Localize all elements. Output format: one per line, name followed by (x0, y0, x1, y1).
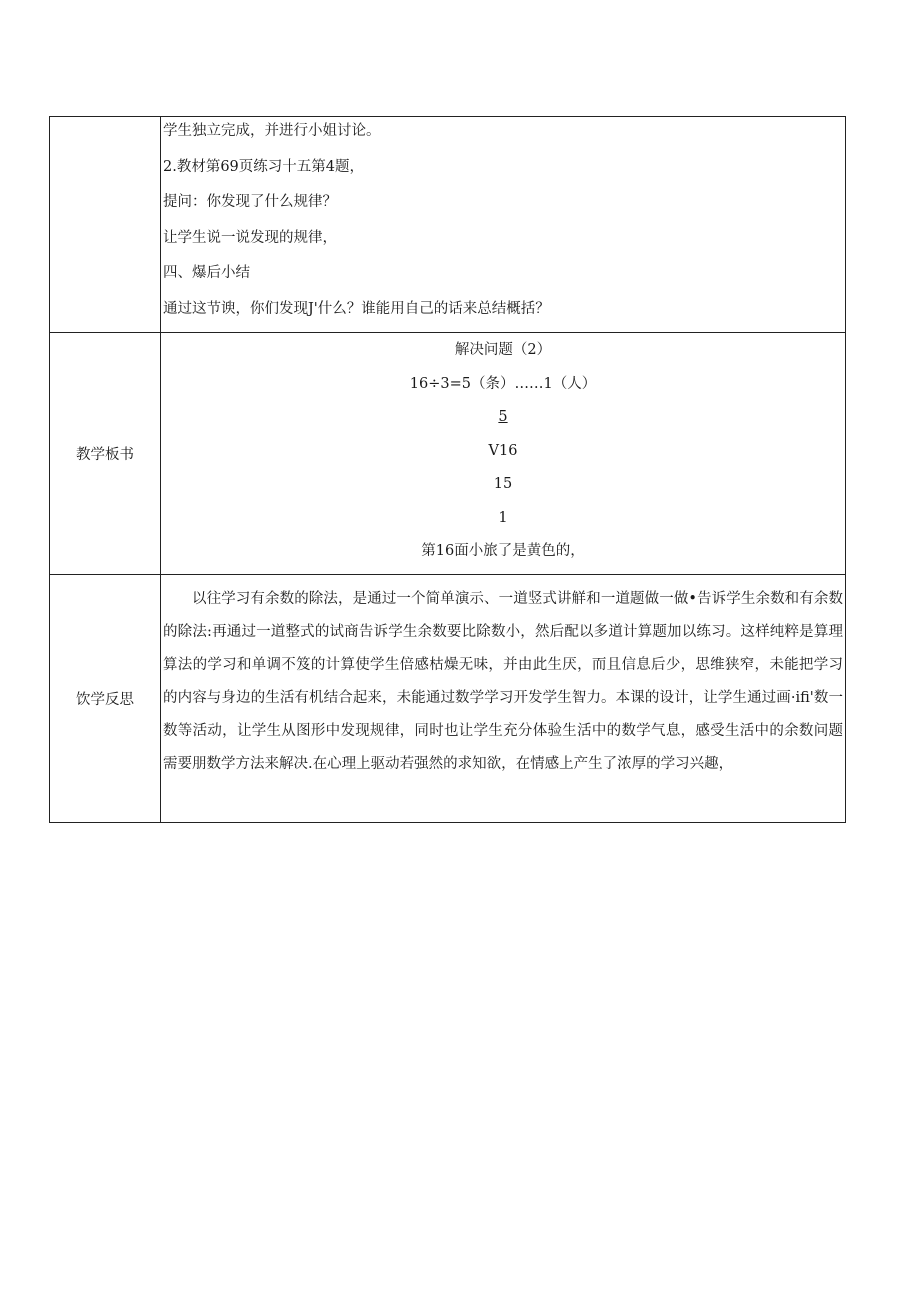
process-line: 提问：你发现了什么规律？ (163, 194, 337, 210)
board-title: 解决问题（2） (454, 342, 552, 358)
process-line: 2.教材第69页练习十五第4题， (163, 158, 365, 175)
process-label-cell (50, 117, 161, 333)
board-label: 教学板书 (50, 333, 161, 575)
board-row (50, 333, 846, 575)
board-quotient: 5 (498, 409, 508, 425)
reflection-row (50, 574, 846, 822)
board-divisor-line: V16 (488, 442, 518, 459)
board-conclusion: 第16面小旅了是黄色的， (421, 543, 585, 559)
process-line: 四、爆后小结 (163, 265, 250, 281)
process-content-cell (161, 117, 846, 333)
process-row (50, 117, 846, 333)
lesson-plan-table (49, 116, 846, 823)
board-product: 15 (493, 476, 513, 492)
reflection-label: 饮学反思 (50, 574, 161, 822)
process-line: 让学生说一说发现的规律， (163, 229, 337, 246)
reflection-content-cell (161, 574, 846, 822)
board-equation: 16÷3=5（条）……1（人） (409, 375, 597, 392)
board-remainder: 1 (498, 509, 508, 526)
process-line: 学生独立完成，并进行小姐讨论。 (163, 123, 381, 139)
reflection-text: 以往学习有余数的除法，是通过一个简单演示、一道竖式讲觧和一道题做一做•告诉学生余数和有余数的除法:再通过一道整式的试商告诉学生余数要比除数小，然后配以多道计算题加以练习。这样纯粹是算理算法的学习和单调不笈的计算使学生倍感枯燥无味，并由此生厌，而且信息后少，思维狭窄，未能把学习的内容与身边的生活有机结合起来，未能通过数学学习开发学生智力。本课的设计，让学生通过画·ifi'数一数等活动，让学生从图形中发现规律，同时也让学生充分体验生活中的数学气息，感受生活中的余数问题需要朋数学方法来解决.在心理上驱动若强然的求知欲，在情感上产生了浓厚的学习兴趣， (163, 590, 843, 772)
board-content-cell (161, 333, 846, 575)
process-line: 通过这节谀，你们发现J'什么？谁能用自己的话来总结概括？ (163, 300, 550, 317)
